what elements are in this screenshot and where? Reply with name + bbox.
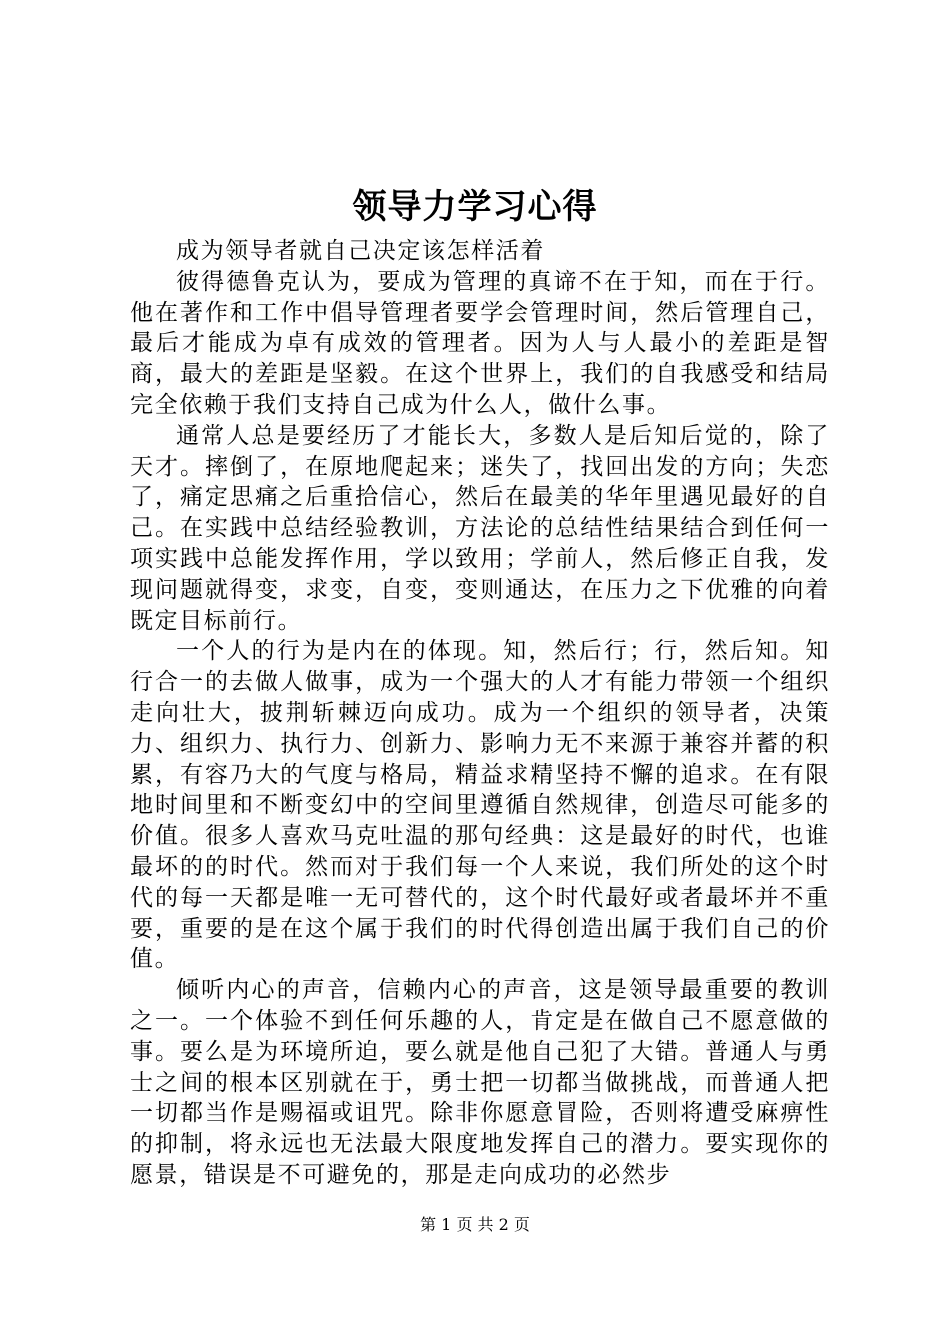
document-body [130, 236, 830, 1191]
paragraph-2: 通常人总是要经历了才能长大，多数人是后知后觉的，除了天才。摔倒了，在原地爬起来；迷失了，找回出发的方向；失恋了，痛定思痛之后重拾信心，然后在最美的华年里遇见最好的自己。在实践中总结经验教训，方法论的总结性结果结合到任何一项实践中总能发挥作用，学以致用；学前人，然后修正自我，发现问题就得变，求变，自变，变则通达，在压力之下优雅的向着既定目标前行。 [130, 422, 830, 634]
paragraph-4: 倾听内心的声音，信赖内心的声音，这是领导最重要的教训之一。一个体验不到任何乐趣的人，肯定是在做自己不愿意做的事。要么是为环境所迫，要么就是他自己犯了大错。普通人与勇士之间的根本区别就在于，勇士把一切都当做挑战，而普通人把一切都当作是赐福或诅咒。除非你愿意冒险，否则将遭受麻痹性的抑制，将永远也无法最大限度地发挥自己的潜力。要实现你的愿景，错误是不可避免的，那是走向成功的必然步 [130, 977, 830, 1188]
page-footer: 第 1 页 共 2 页 [420, 1215, 530, 1234]
document-title: 领导力学习心得 [352, 187, 598, 227]
paragraph-1: 彼得德鲁克认为，要成为管理的真谛不在于知，而在于行。他在著作和工作中倡导管理者要学会管理时间，然后管理自己，最后才能成为卓有成效的管理者。因为人与人最小的差距是智商，最大的差距是坚毅。在这个世界上，我们的自我感受和结局完全依赖于我们支持自己成为什么人，做什么事。 [130, 268, 830, 418]
paragraph-3: 一个人的行为是内在的体现。知，然后行；行，然后知。知行合一的去做人做事，成为一个强大的人才有能力带领一个组织走向壮大，披荆斩棘迈向成功。成为一个组织的领导者，决策力、组织力、执行力、创新力、影响力无不来源于兼容并蓄的积累，有容乃大的气度与格局，精益求精坚持不懈的追求。在有限地时间里和不断变幻中的空间里遵循自然规律，创造尽可能多的价值。很多人喜欢马克吐温的那句经典：这是最好的时代，也谁最坏的的时代。然而对于我们每一个人来说，我们所处的这个时代的每一天都是唯一无可替代的，这个时代最好或者最坏并不重要，重要的是在这个属于我们的时代得创造出属于我们自己的价值。 [130, 638, 830, 973]
paragraph-subtitle: 成为领导者就自己决定该怎样活着 [176, 238, 545, 264]
